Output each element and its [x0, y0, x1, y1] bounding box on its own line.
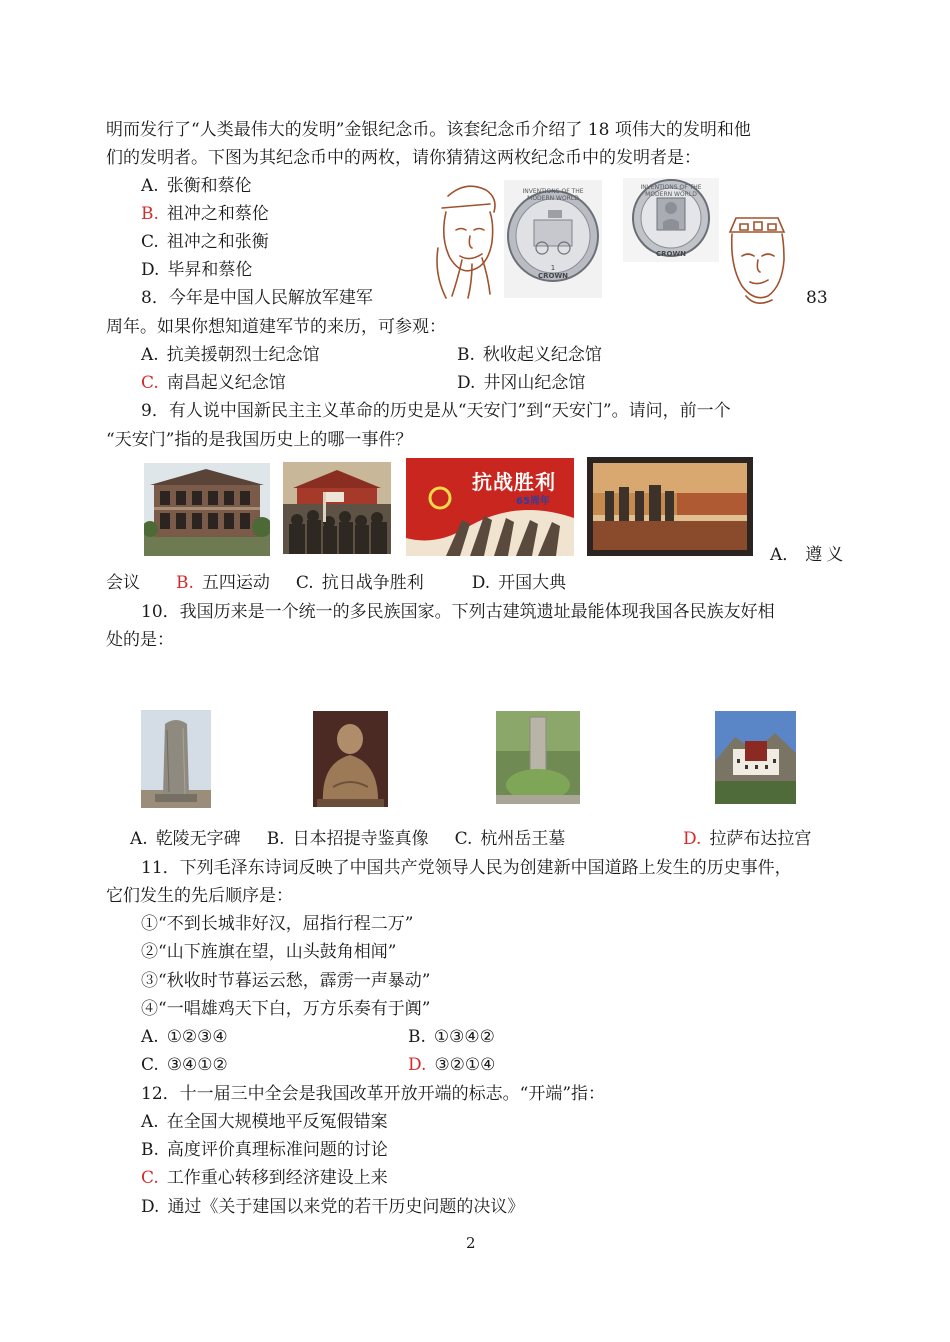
q9-option-c-text: 抗日战争胜利 [321, 573, 424, 593]
q11-option-d: D. ③②①④ [408, 1055, 496, 1075]
photo-potala-palace [715, 711, 796, 804]
q9-options-line [106, 571, 566, 595]
q11-poem-3: ③“秋收时节暮运云愁，霹雳一声暴动” [141, 971, 431, 991]
answer-mark: C. [141, 373, 159, 393]
q10-stem-line2: 处的是： [106, 630, 174, 650]
answer-mark: D. [683, 829, 702, 849]
coin-1-denomination: CROWN [537, 272, 569, 280]
q10-option-d: D. 拉萨布达拉宫 [683, 829, 812, 849]
q10-options-line [130, 827, 565, 851]
photo-zunyi-meeting-site [144, 463, 270, 556]
q7-option-d: D. 毕昇和蔡伦 [141, 260, 253, 280]
coin-2-denomination: CROWN [655, 250, 687, 258]
q9-stem-line1: 9．有人说中国新民主主义革命的历史是从“天安门”到“天安门”。请问，前一个 [141, 401, 731, 421]
q7-intro-line1: 明而发行了“人类最伟大的发明”金银纪念币。该套纪念币介绍了 18 项伟大的发明和他 [106, 120, 751, 140]
q11-poem-2: ②“山下旌旗在望，山头鼓角相闻” [141, 942, 397, 962]
q12-option-a: A. 在全国大规模地平反冤假错案 [141, 1112, 388, 1132]
answer-mark: C. [141, 1168, 159, 1188]
q9-option-b-text: 五四运动 [201, 573, 270, 593]
banner-anti-japanese-war-victory [406, 458, 574, 556]
q12-stem: 12．十一届三中全会是我国改革开放开端的标志。“开端”指： [141, 1084, 606, 1104]
page-number: 2 [466, 1234, 476, 1252]
coin-1-value: 1 [550, 264, 556, 272]
banner-title: 抗战胜利 [472, 470, 556, 494]
banner-subtitle: 65周年 [516, 496, 550, 507]
coin-2-rim-text: INVENTIONS OF THE MODERN WORLD [640, 184, 702, 198]
q10-option-a-letter: A. [130, 829, 148, 849]
q10-stem-line1: 10．我国历来是一个统一的多民族国家。下列古建筑遗址最能体现我国各民族友好相 [141, 602, 775, 622]
q10-option-b-text: 日本招提寺鉴真像 [292, 829, 429, 849]
commemorative-coin-1 [504, 180, 602, 298]
q7-option-a: A. 张衡和蔡伦 [141, 176, 252, 196]
photo-yue-fei-tomb [496, 711, 580, 804]
q8-option-b: B. 秋收起义纪念馆 [457, 345, 602, 365]
q9-stem-line2: “天安门”指的是我国历史上的哪一事件？ [106, 430, 413, 450]
photo-founding-ceremony [587, 457, 753, 556]
q12-option-d: D. 通过《关于建国以来党的若干历史问题的决议》 [141, 1197, 525, 1217]
q8-stem-part1: 8．今年是中国人民解放军建军 [141, 288, 373, 308]
q7-intro-line2: 们的发明者。下图为其纪念币中的两枚，请你猜猜这两枚纪念币中的发明者是： [106, 148, 701, 168]
q8-stem-line2: 周年。如果你想知道建军节的来历，可参观： [106, 317, 446, 337]
q11-option-c: C. ③④①② [141, 1055, 228, 1075]
q9-option-a-part1: A． 遵义 [770, 545, 848, 565]
q9-option-c-letter: C. [295, 573, 314, 593]
q10-option-c-text: 杭州岳王墓 [480, 829, 566, 849]
q7-option-c: C. 祖冲之和张衡 [141, 232, 269, 252]
q11-option-b: B. ①③④② [408, 1027, 495, 1047]
inventor-portrait-sketch-right [724, 214, 790, 310]
q12-option-b: B. 高度评价真理标准问题的讨论 [141, 1140, 388, 1160]
q8-stem-part2: 83 [806, 288, 828, 308]
q12-option-c: C. 工作重心转移到经济建设上来 [141, 1168, 388, 1188]
photo-qianling-stele [141, 710, 211, 808]
q7-option-b: B. 祖冲之和蔡伦 [141, 204, 269, 224]
q11-stem-line1: 11．下列毛泽东诗词反映了中国共产党领导人民为创建新中国道路上发生的历史事件， [141, 858, 792, 878]
inventor-portrait-sketch-left [428, 178, 506, 300]
q11-stem-line2: 它们发生的先后顺序是： [106, 886, 293, 906]
q9-option-a-part2: 会议 [106, 573, 140, 593]
q9-option-d-text: 开国大典 [498, 573, 567, 593]
q9-option-d-letter: D. [471, 573, 491, 593]
q8-option-d: D. 井冈山纪念馆 [457, 373, 586, 393]
answer-mark: B. [141, 204, 159, 224]
q8-option-c: C. 南昌起义纪念馆 [141, 373, 286, 393]
q11-poem-4: ④“一唱雄鸡天下白，万方乐奏有于阗” [141, 999, 431, 1019]
q10-option-b-letter: B. [266, 829, 285, 849]
answer-mark: B. [176, 573, 194, 593]
coin-1-rim-text: INVENTIONS OF THE MODERN WORLD [522, 188, 584, 202]
commemorative-coin-2 [623, 178, 719, 262]
photo-may-fourth-movement [283, 462, 391, 554]
q11-poem-1: ①“不到长城非好汉，屈指行程二万” [141, 914, 414, 934]
q10-option-c-letter: C. [454, 829, 473, 849]
photo-jianzhen-statue [313, 711, 388, 807]
q8-option-a: A. 抗美援朝烈士纪念馆 [141, 345, 320, 365]
answer-mark: D. [408, 1055, 427, 1075]
q10-option-a-text: 乾陵无字碑 [155, 829, 241, 849]
q11-option-a: A. ①②③④ [141, 1027, 228, 1047]
